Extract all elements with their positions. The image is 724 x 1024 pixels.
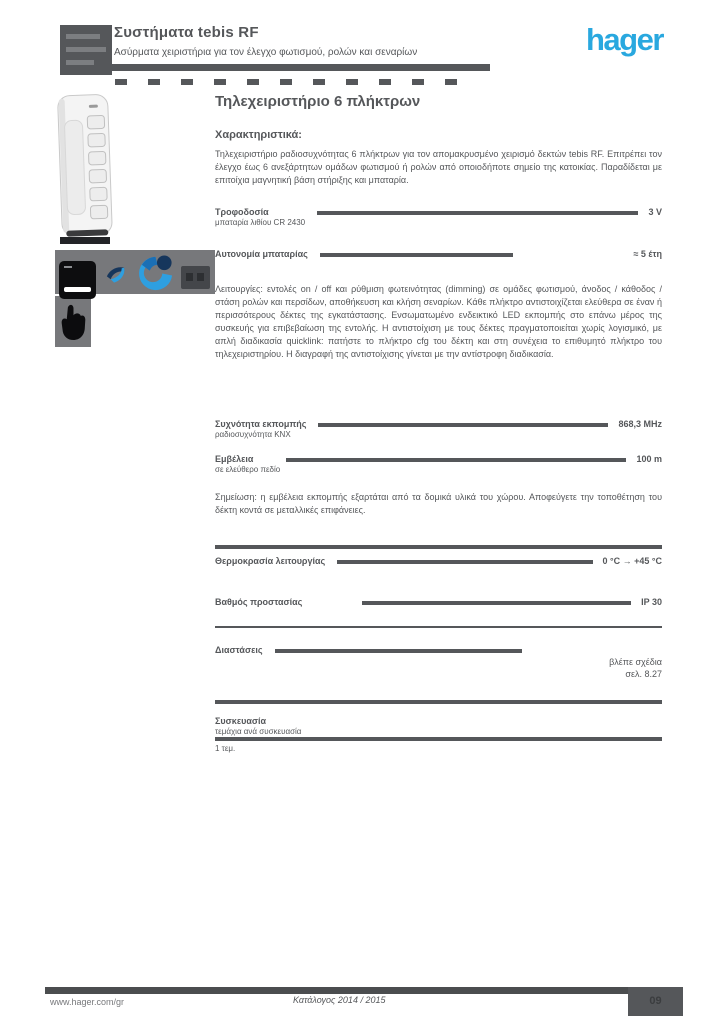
product-title: Τηλεχειριστήριο 6 πλήκτρων (215, 93, 421, 110)
spec-label-text: Τροφοδοσία (215, 207, 269, 217)
spec-label: Βαθμός προστασίας (215, 597, 303, 607)
spec-label: Διαστάσεις (215, 645, 263, 655)
spec-row-battery-life (215, 249, 662, 260)
header-index-tick-row (115, 79, 460, 85)
spec-value: IP 30 (641, 597, 662, 607)
section-rule (215, 545, 662, 549)
leader-line (275, 649, 522, 653)
module-slot (197, 273, 204, 281)
spec-value: 868,3 MHz (618, 419, 662, 429)
spec-label (215, 419, 306, 440)
footer-page-badge: 09 (628, 987, 683, 1016)
spec-row-dimensions (215, 645, 662, 656)
spec-value: 100 m (636, 454, 662, 464)
characteristics-heading: Χαρακτηριστικά: (215, 129, 302, 141)
spec-label (215, 716, 301, 737)
leader-line (318, 423, 608, 427)
badge-texture-line (66, 60, 94, 65)
header-title: Συστήματα tebis RF (114, 24, 259, 41)
spec-label: Αυτονομία μπαταρίας (215, 249, 308, 259)
spec-sublabel-text: σε ελεύθερο πεδίο (215, 465, 281, 474)
remote-illustration (52, 92, 122, 242)
manual-control-hand-icon (60, 301, 87, 343)
footer-note: Κατάλογος 2014 / 2015 (293, 995, 386, 1005)
leader-line (286, 458, 626, 462)
leader-line (317, 211, 638, 215)
battery-icon-slot (64, 287, 91, 292)
spec-row-protection (215, 597, 662, 608)
packaging-quantity: 1 τεμ. (215, 744, 236, 753)
spec-label (215, 207, 305, 228)
footer-website-link[interactable]: www.hager.com/gr (50, 997, 125, 1007)
spec-sublabel-text: ραδιοσυχνότητα KNX (215, 430, 291, 439)
range-note-paragraph: Σημείωση: η εμβέλεια εκπομπής εξαρτάται από τα δομικά υλικά του χώρου. Αποφεύγετε την τοποθέτηση του δέκτη κοντά σε μεταλλικές επιφάνειες. (215, 492, 662, 515)
dimension-notes (215, 656, 662, 680)
leader-line (320, 253, 514, 257)
module-slot (186, 273, 193, 281)
dimension-note-lines (609, 656, 662, 680)
photo-shadow (60, 237, 110, 244)
battery-icon-tick (64, 266, 72, 268)
spec-row-power (215, 207, 662, 228)
badge-texture-line (66, 34, 100, 39)
spec-sublabel-text: τεμάχια ανά συσκευασία (215, 727, 302, 736)
spec-value: 0 °C → +45 °C (602, 556, 662, 566)
header-rule (112, 64, 490, 71)
spec-label-text: Συχνότητα εκπομπής (215, 419, 307, 429)
spec-label-text: Συσκευασία (215, 716, 267, 726)
battery-icon (59, 261, 96, 299)
section-rule (215, 737, 662, 741)
dimension-note-1: βλέπε σχέδια (609, 657, 662, 667)
leader-line (362, 601, 631, 605)
section-rule (215, 700, 662, 704)
product-description: Τηλεχειριστήριο ραδιοσυχνότητας 6 πλήκτρων για τον απομακρυσμένο χειρισμό δεκτών tebis RF. Επιτρέπει τον έλεγχο έως 6 ανεξάρτητων ομάδων φωτισμού ή ρολών από οποιοδήποτε σημείο της κατοικίας. Παραδίδεται με επιτοίχια μαγνητική βάση στήριξης και μπαταρία. (215, 149, 662, 185)
remote-product-image (52, 92, 122, 242)
spec-label (215, 454, 280, 475)
functions-paragraph: Λειτουργίες: εντολές on / off και ρύθμιση φωτεινότητας (dimming) σε ομάδες φωτισμού, άνοδος / κάθοδος / στάση ρολών και περσίδων, αποθήκευση και κλήση σεναρίων. Κάθε πλήκτρο αντιστοιχίζεται ελεύθερα σε έναν ή περισσότερους δέκτες της εγκατάστασης. Ενσωματωμένο ενδεικτικό LED εκπομπής στο επάνω μέρος της συσκευής για επιβεβαίωση της εντολής. Η αντιστοίχιση με τους δέκτες πραγματοποιείται χωρίς λογισμικό, με απλή διαδικασία quicklink: πατήστε το πλήκτρο cfg του δέκτη και στη συνέχεια το επιθυμητό πλήκτρο του τηλεχειριστηρίου. Η διαγραφή της αντιστοίχισης γίνεται με την αντίστροφη διαδικασία. (215, 284, 662, 359)
dimension-note-2: σελ. 8.27 (625, 669, 662, 679)
rf-wave-small-icon (104, 262, 127, 290)
spec-label: Θερμοκρασία λειτουργίας (215, 556, 326, 566)
leader-line (337, 560, 592, 564)
spec-value: 3 V (648, 207, 662, 217)
receiver-module-icon (181, 266, 210, 289)
badge-texture-line (66, 47, 106, 52)
spec-row-frequency (215, 419, 662, 440)
rf-quicklink-icon (136, 253, 175, 299)
spec-row-packaging (215, 716, 662, 737)
hager-logo: hager (586, 22, 663, 57)
spec-row-range (215, 454, 662, 475)
footer-bar (45, 987, 661, 994)
spec-sublabel-text: μπαταρία λιθίου CR 2430 (215, 218, 306, 227)
spec-label-text: Εμβέλεια (215, 454, 254, 464)
spec-row-temperature (215, 556, 662, 567)
footer-website-box (48, 994, 170, 1013)
spec-value: ≈ 5 έτη (633, 249, 662, 259)
hairline-rule (215, 626, 662, 628)
header-subtitle: Ασύρματα χειριστήρια για τον έλεγχο φωτισμού, ρολών και σεναρίων (114, 47, 418, 58)
catalog-section-badge (60, 25, 112, 75)
